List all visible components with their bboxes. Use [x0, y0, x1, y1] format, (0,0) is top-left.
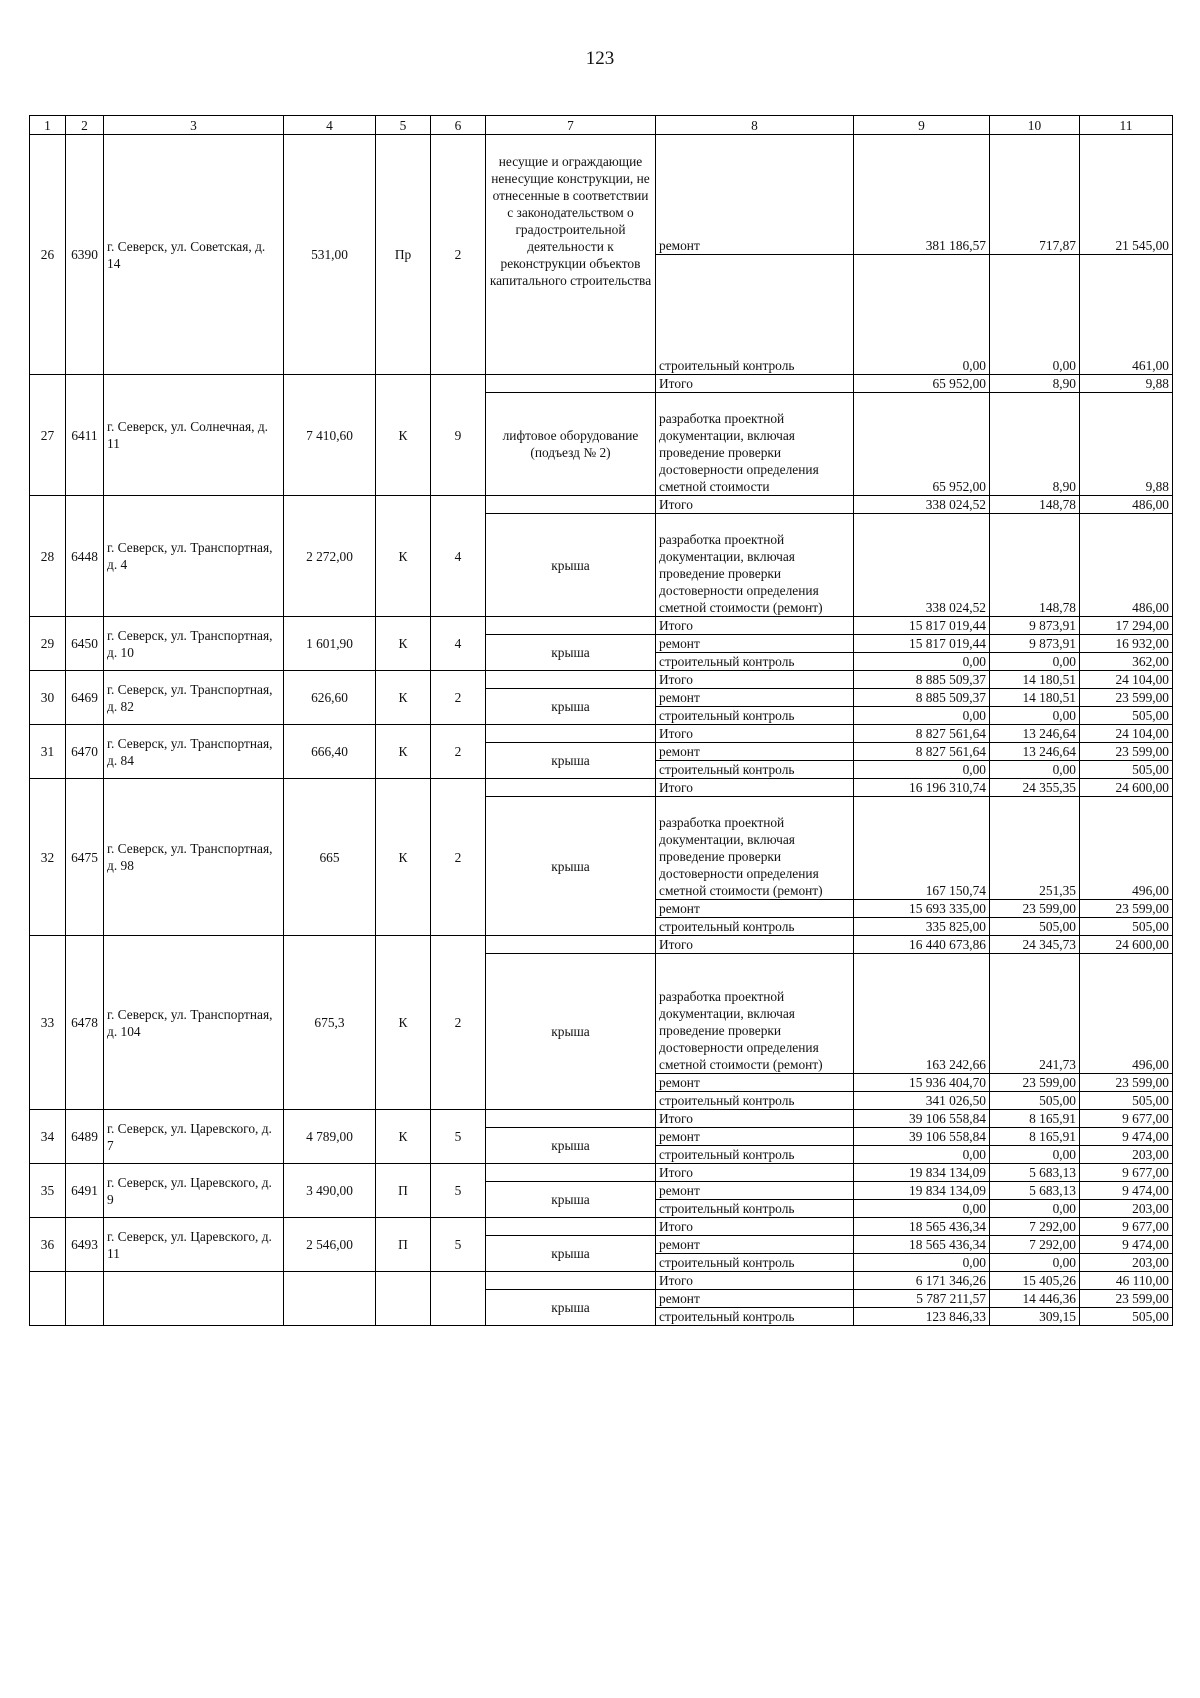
house-area: 7 410,60	[284, 375, 376, 496]
column-header: 9	[854, 116, 990, 135]
work-type: строительный контроль	[656, 918, 854, 936]
house-area: 666,40	[284, 725, 376, 779]
work-type: Итого	[656, 1272, 854, 1290]
unit-cost: 14 180,51	[990, 689, 1080, 707]
structural-element: крыша	[486, 1128, 656, 1164]
work-type: Итого	[656, 779, 854, 797]
row-number: 30	[30, 671, 66, 725]
max-unit-cost: 23 599,00	[1080, 689, 1173, 707]
structural-element: лифтовое оборудование (подъезд № 2)	[486, 393, 656, 496]
house-id	[66, 1272, 104, 1326]
unit-cost: 15 405,26	[990, 1272, 1080, 1290]
total-cost: 8 885 509,37	[854, 689, 990, 707]
house-address: г. Северск, ул. Царевского, д. 11	[104, 1218, 284, 1272]
house-area: 531,00	[284, 135, 376, 375]
total-cost: 0,00	[854, 653, 990, 671]
structural-element: крыша	[486, 743, 656, 779]
house-address: г. Северск, ул. Транспортная, д. 82	[104, 671, 284, 725]
total-row	[30, 1272, 1173, 1290]
max-unit-cost: 496,00	[1080, 954, 1173, 1074]
unit-cost: 14 446,36	[990, 1290, 1080, 1308]
house-id: 6448	[66, 496, 104, 617]
work-type: ремонт	[656, 135, 854, 255]
unit-cost: 309,15	[990, 1308, 1080, 1326]
structural-element: крыша	[486, 635, 656, 671]
max-unit-cost: 16 932,00	[1080, 635, 1173, 653]
work-type: Итого	[656, 496, 854, 514]
house-id: 6489	[66, 1110, 104, 1164]
wall-type: П	[376, 1218, 431, 1272]
element-blank	[486, 725, 656, 743]
total-cost: 18 565 436,34	[854, 1218, 990, 1236]
unit-cost: 7 292,00	[990, 1236, 1080, 1254]
work-type: Итого	[656, 671, 854, 689]
structural-element: крыша	[486, 514, 656, 617]
total-cost: 15 817 019,44	[854, 635, 990, 653]
max-unit-cost: 505,00	[1080, 1308, 1173, 1326]
column-header: 7	[486, 116, 656, 135]
wall-type: К	[376, 671, 431, 725]
total-cost: 381 186,57	[854, 135, 990, 255]
work-type: строительный контроль	[656, 653, 854, 671]
house-address: г. Северск, ул. Советская, д. 14	[104, 135, 284, 375]
row-number: 36	[30, 1218, 66, 1272]
total-row	[30, 936, 1173, 954]
unit-cost: 5 683,13	[990, 1182, 1080, 1200]
house-address	[104, 1272, 284, 1326]
work-type: ремонт	[656, 1128, 854, 1146]
wall-type: П	[376, 1164, 431, 1218]
work-type: ремонт	[656, 743, 854, 761]
max-unit-cost: 23 599,00	[1080, 743, 1173, 761]
total-cost: 335 825,00	[854, 918, 990, 936]
max-unit-cost: 9 474,00	[1080, 1236, 1173, 1254]
unit-cost: 14 180,51	[990, 671, 1080, 689]
row-number: 26	[30, 135, 66, 375]
total-row	[30, 671, 1173, 689]
total-cost: 8 885 509,37	[854, 671, 990, 689]
floors-count: 2	[431, 671, 486, 725]
unit-cost: 0,00	[990, 707, 1080, 725]
total-cost: 15 693 335,00	[854, 900, 990, 918]
house-address: г. Северск, ул. Царевского, д. 7	[104, 1110, 284, 1164]
wall-type: К	[376, 936, 431, 1110]
element-blank	[486, 375, 656, 393]
total-cost: 39 106 558,84	[854, 1128, 990, 1146]
structural-element: несущие и ограждающие ненесущие конструкции, не отнесенные в соответствии с законодательством о градостроительной деятельности к реконструкции объектов капитального строительства	[486, 135, 656, 375]
work-type: строительный контроль	[656, 1254, 854, 1272]
table-row	[30, 135, 1173, 255]
row-number: 27	[30, 375, 66, 496]
total-cost: 0,00	[854, 1254, 990, 1272]
max-unit-cost: 24 104,00	[1080, 671, 1173, 689]
total-cost: 341 026,50	[854, 1092, 990, 1110]
work-type: строительный контроль	[656, 1092, 854, 1110]
total-cost: 0,00	[854, 1200, 990, 1218]
unit-cost: 13 246,64	[990, 725, 1080, 743]
total-cost: 0,00	[854, 707, 990, 725]
wall-type: К	[376, 375, 431, 496]
structural-element: крыша	[486, 1182, 656, 1218]
structural-element: крыша	[486, 689, 656, 725]
total-row	[30, 496, 1173, 514]
wall-type: Пр	[376, 135, 431, 375]
column-header: 10	[990, 116, 1080, 135]
repair-plan-table	[29, 115, 1173, 1326]
total-row	[30, 779, 1173, 797]
total-cost: 0,00	[854, 761, 990, 779]
total-cost: 19 834 134,09	[854, 1182, 990, 1200]
unit-cost: 505,00	[990, 918, 1080, 936]
max-unit-cost: 486,00	[1080, 496, 1173, 514]
total-cost: 15 817 019,44	[854, 617, 990, 635]
unit-cost: 251,35	[990, 797, 1080, 900]
work-type: ремонт	[656, 1236, 854, 1254]
house-address: г. Северск, ул. Транспортная, д. 10	[104, 617, 284, 671]
floors-count: 9	[431, 375, 486, 496]
max-unit-cost: 24 600,00	[1080, 936, 1173, 954]
house-id: 6478	[66, 936, 104, 1110]
work-type: разработка проектной документации, включая проведение проверки достоверности определения сметной стоимости (ремонт)	[656, 797, 854, 900]
work-type: ремонт	[656, 1290, 854, 1308]
element-blank	[486, 1272, 656, 1290]
wall-type: К	[376, 779, 431, 936]
total-cost: 39 106 558,84	[854, 1110, 990, 1128]
total-cost: 16 196 310,74	[854, 779, 990, 797]
floors-count: 2	[431, 135, 486, 375]
total-cost: 65 952,00	[854, 375, 990, 393]
max-unit-cost: 486,00	[1080, 514, 1173, 617]
house-area: 4 789,00	[284, 1110, 376, 1164]
row-number: 31	[30, 725, 66, 779]
work-type: строительный контроль	[656, 707, 854, 725]
max-unit-cost: 203,00	[1080, 1146, 1173, 1164]
column-header: 5	[376, 116, 431, 135]
house-area: 1 601,90	[284, 617, 376, 671]
floors-count: 5	[431, 1218, 486, 1272]
total-row	[30, 1164, 1173, 1182]
column-header: 11	[1080, 116, 1173, 135]
unit-cost: 0,00	[990, 255, 1080, 375]
structural-element: крыша	[486, 1290, 656, 1326]
max-unit-cost: 24 600,00	[1080, 779, 1173, 797]
total-cost: 0,00	[854, 1146, 990, 1164]
max-unit-cost: 505,00	[1080, 918, 1173, 936]
column-header: 8	[656, 116, 854, 135]
unit-cost: 0,00	[990, 653, 1080, 671]
floors-count	[431, 1272, 486, 1326]
max-unit-cost: 21 545,00	[1080, 135, 1173, 255]
unit-cost: 24 355,35	[990, 779, 1080, 797]
total-cost: 8 827 561,64	[854, 743, 990, 761]
max-unit-cost: 23 599,00	[1080, 1290, 1173, 1308]
work-type: разработка проектной документации, включая проведение проверки достоверности определения сметной стоимости (ремонт)	[656, 954, 854, 1074]
column-header: 4	[284, 116, 376, 135]
unit-cost: 5 683,13	[990, 1164, 1080, 1182]
house-id: 6470	[66, 725, 104, 779]
work-type: Итого	[656, 1164, 854, 1182]
total-cost: 6 171 346,26	[854, 1272, 990, 1290]
column-header: 3	[104, 116, 284, 135]
unit-cost: 23 599,00	[990, 900, 1080, 918]
element-blank	[486, 779, 656, 797]
house-id: 6450	[66, 617, 104, 671]
element-blank	[486, 1110, 656, 1128]
max-unit-cost: 505,00	[1080, 707, 1173, 725]
work-type: строительный контроль	[656, 1200, 854, 1218]
row-number: 28	[30, 496, 66, 617]
work-type: Итого	[656, 725, 854, 743]
total-cost: 338 024,52	[854, 496, 990, 514]
element-blank	[486, 936, 656, 954]
max-unit-cost: 496,00	[1080, 797, 1173, 900]
work-type: Итого	[656, 617, 854, 635]
house-area	[284, 1272, 376, 1326]
element-blank	[486, 496, 656, 514]
work-type: Итого	[656, 1218, 854, 1236]
row-number	[30, 1272, 66, 1326]
unit-cost: 8 165,91	[990, 1128, 1080, 1146]
floors-count: 2	[431, 779, 486, 936]
unit-cost: 0,00	[990, 1254, 1080, 1272]
max-unit-cost: 9 474,00	[1080, 1128, 1173, 1146]
work-type: ремонт	[656, 1182, 854, 1200]
total-cost: 19 834 134,09	[854, 1164, 990, 1182]
unit-cost: 8 165,91	[990, 1110, 1080, 1128]
total-row	[30, 725, 1173, 743]
element-blank	[486, 1164, 656, 1182]
wall-type: К	[376, 1110, 431, 1164]
unit-cost: 24 345,73	[990, 936, 1080, 954]
column-header: 2	[66, 116, 104, 135]
unit-cost: 148,78	[990, 514, 1080, 617]
total-cost: 338 024,52	[854, 514, 990, 617]
total-cost: 5 787 211,57	[854, 1290, 990, 1308]
unit-cost: 13 246,64	[990, 743, 1080, 761]
max-unit-cost: 46 110,00	[1080, 1272, 1173, 1290]
total-cost: 8 827 561,64	[854, 725, 990, 743]
unit-cost: 7 292,00	[990, 1218, 1080, 1236]
work-type: строительный контроль	[656, 761, 854, 779]
column-header: 1	[30, 116, 66, 135]
column-number-row	[30, 116, 1173, 135]
wall-type: К	[376, 617, 431, 671]
total-cost: 123 846,33	[854, 1308, 990, 1326]
max-unit-cost: 24 104,00	[1080, 725, 1173, 743]
max-unit-cost: 9 677,00	[1080, 1218, 1173, 1236]
house-address: г. Северск, ул. Транспортная, д. 104	[104, 936, 284, 1110]
max-unit-cost: 362,00	[1080, 653, 1173, 671]
house-id: 6491	[66, 1164, 104, 1218]
row-number: 32	[30, 779, 66, 936]
element-blank	[486, 671, 656, 689]
column-header: 6	[431, 116, 486, 135]
house-area: 675,3	[284, 936, 376, 1110]
unit-cost: 9 873,91	[990, 617, 1080, 635]
total-cost: 167 150,74	[854, 797, 990, 900]
unit-cost: 9 873,91	[990, 635, 1080, 653]
house-id: 6469	[66, 671, 104, 725]
floors-count: 4	[431, 617, 486, 671]
max-unit-cost: 9 677,00	[1080, 1164, 1173, 1182]
page-number: 123	[585, 48, 615, 69]
row-number: 29	[30, 617, 66, 671]
structural-element: крыша	[486, 954, 656, 1110]
total-row	[30, 1218, 1173, 1236]
house-area: 2 272,00	[284, 496, 376, 617]
house-address: г. Северск, ул. Транспортная, д. 84	[104, 725, 284, 779]
floors-count: 5	[431, 1110, 486, 1164]
unit-cost: 0,00	[990, 761, 1080, 779]
unit-cost: 23 599,00	[990, 1074, 1080, 1092]
total-cost: 15 936 404,70	[854, 1074, 990, 1092]
work-type: Итого	[656, 1110, 854, 1128]
house-area: 2 546,00	[284, 1218, 376, 1272]
unit-cost: 0,00	[990, 1146, 1080, 1164]
unit-cost: 241,73	[990, 954, 1080, 1074]
element-blank	[486, 1218, 656, 1236]
unit-cost: 505,00	[990, 1092, 1080, 1110]
max-unit-cost: 9,88	[1080, 393, 1173, 496]
house-id: 6390	[66, 135, 104, 375]
work-type: разработка проектной документации, включая проведение проверки достоверности определения сметной стоимости	[656, 393, 854, 496]
total-row	[30, 617, 1173, 635]
house-id: 6493	[66, 1218, 104, 1272]
work-type: ремонт	[656, 1074, 854, 1092]
work-type: ремонт	[656, 635, 854, 653]
max-unit-cost: 9,88	[1080, 375, 1173, 393]
row-number: 35	[30, 1164, 66, 1218]
house-area: 665	[284, 779, 376, 936]
unit-cost: 0,00	[990, 1200, 1080, 1218]
house-area: 626,60	[284, 671, 376, 725]
max-unit-cost: 17 294,00	[1080, 617, 1173, 635]
unit-cost: 148,78	[990, 496, 1080, 514]
work-type: строительный контроль	[656, 1146, 854, 1164]
max-unit-cost: 9 474,00	[1080, 1182, 1173, 1200]
floors-count: 4	[431, 496, 486, 617]
max-unit-cost: 203,00	[1080, 1254, 1173, 1272]
house-area: 3 490,00	[284, 1164, 376, 1218]
house-id: 6475	[66, 779, 104, 936]
floors-count: 2	[431, 936, 486, 1110]
total-row	[30, 1110, 1173, 1128]
work-type: Итого	[656, 936, 854, 954]
work-type: ремонт	[656, 900, 854, 918]
element-blank	[486, 617, 656, 635]
house-address: г. Северск, ул. Транспортная, д. 98	[104, 779, 284, 936]
unit-cost: 8,90	[990, 393, 1080, 496]
max-unit-cost: 9 677,00	[1080, 1110, 1173, 1128]
total-row	[30, 375, 1173, 393]
row-number: 33	[30, 936, 66, 1110]
total-cost: 0,00	[854, 255, 990, 375]
house-address: г. Северск, ул. Солнечная, д. 11	[104, 375, 284, 496]
max-unit-cost: 505,00	[1080, 1092, 1173, 1110]
unit-cost: 717,87	[990, 135, 1080, 255]
total-cost: 16 440 673,86	[854, 936, 990, 954]
total-cost: 163 242,66	[854, 954, 990, 1074]
house-address: г. Северск, ул. Царевского, д. 9	[104, 1164, 284, 1218]
max-unit-cost: 23 599,00	[1080, 1074, 1173, 1092]
wall-type	[376, 1272, 431, 1326]
wall-type: К	[376, 725, 431, 779]
total-cost: 18 565 436,34	[854, 1236, 990, 1254]
unit-cost: 8,90	[990, 375, 1080, 393]
house-id: 6411	[66, 375, 104, 496]
max-unit-cost: 23 599,00	[1080, 900, 1173, 918]
floors-count: 2	[431, 725, 486, 779]
row-number: 34	[30, 1110, 66, 1164]
wall-type: К	[376, 496, 431, 617]
structural-element: крыша	[486, 1236, 656, 1272]
work-type: строительный контроль	[656, 1308, 854, 1326]
max-unit-cost: 505,00	[1080, 761, 1173, 779]
max-unit-cost: 461,00	[1080, 255, 1173, 375]
floors-count: 5	[431, 1164, 486, 1218]
max-unit-cost: 203,00	[1080, 1200, 1173, 1218]
structural-element: крыша	[486, 797, 656, 936]
work-type: ремонт	[656, 689, 854, 707]
total-cost: 65 952,00	[854, 393, 990, 496]
work-type: строительный контроль	[656, 255, 854, 375]
work-type: Итого	[656, 375, 854, 393]
house-address: г. Северск, ул. Транспортная, д. 4	[104, 496, 284, 617]
work-type: разработка проектной документации, включая проведение проверки достоверности определения сметной стоимости (ремонт)	[656, 514, 854, 617]
